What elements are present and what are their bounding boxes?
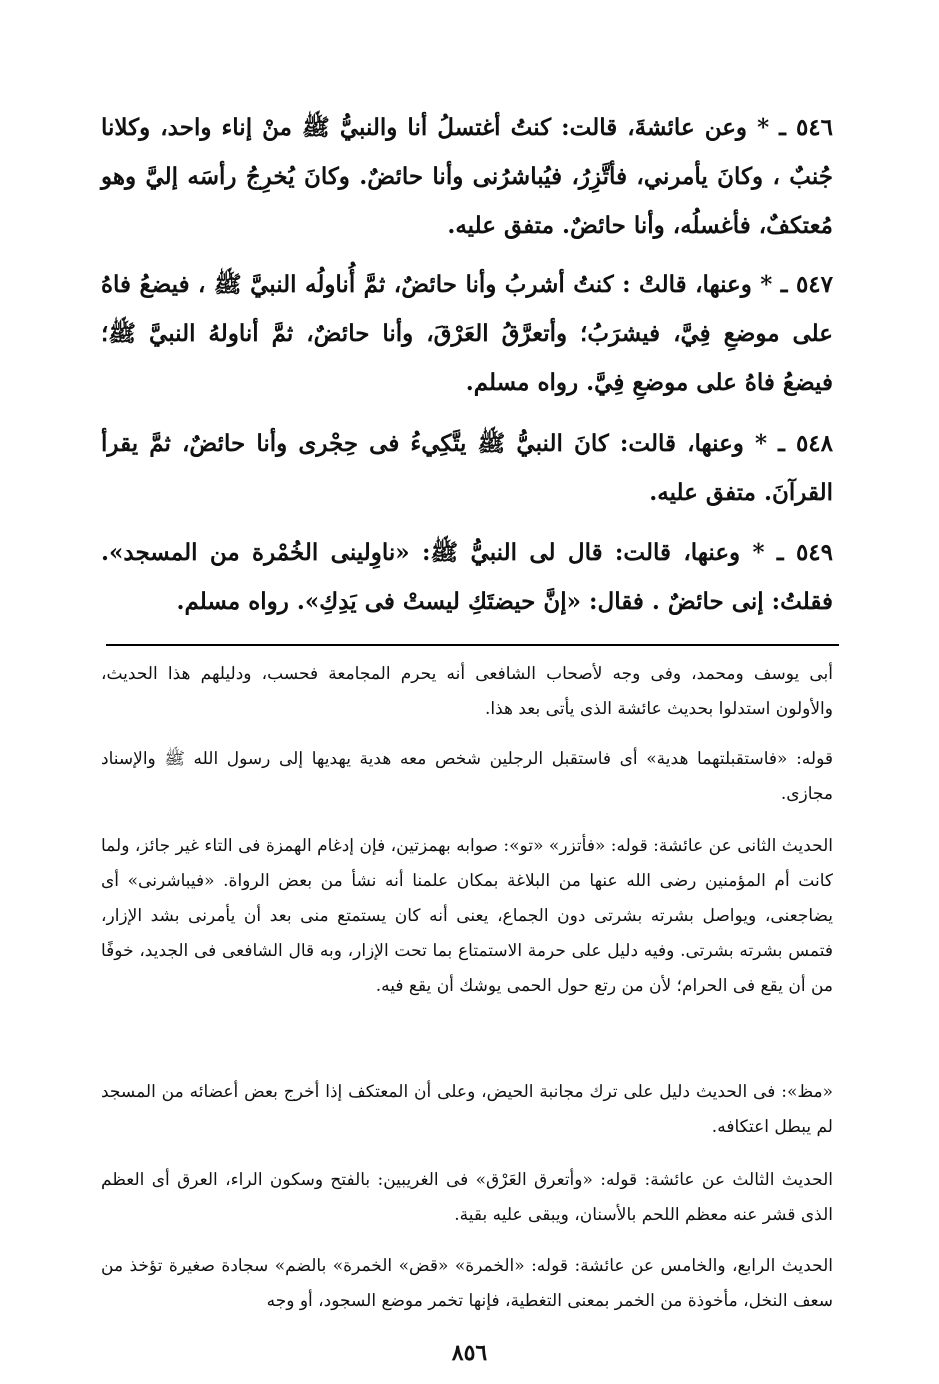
- commentary-paragraph: قوله: «فاستقبلتهما هدية» أى فاستقبل الرجلين شخص معه هدية يهديها إلى رسول الله ﷺ والإسناد مجازى.: [101, 749, 833, 804]
- footnote-divider: [106, 644, 839, 646]
- hadith-546: ٥٤٦ ـ * وعن عائشةَ، قالت: كنتُ أغتسلُ أنا والنبيُّ ﷺ منْ إناء واحد، وكلانا جُنبٌ ، وكانَ يأمرني، فأتَّزِرُ، فيُباشرُنى وأنا حائضٌ. وكانَ يُخرِجُ رأسَه إليَّ وهو مُعتكفٌ، فأغسلُه، وأنا حائضٌ. متفق عليه.: [101, 114, 833, 239]
- commentary-paragraph: «مظ»: فى الحديث دليل على ترك مجانبة الحيض، وعلى أن المعتكف إذا أخرج بعض أعضائه من المسجد لم يبطل اعتكافه.: [101, 1082, 833, 1137]
- commentary-paragraph: الحديث الرابع، والخامس عن عائشة: قوله: «الخمرة» «قض» الخمرة» بالضم» سجادة صغيرة تؤخذ من سعف النخل، مأخوذة من الخمر بمعنى التغطية، فإنها تخمر موضع السجود، أو وجه: [101, 1256, 833, 1311]
- page-number: ٨٥٦: [451, 1340, 488, 1366]
- commentary-paragraph: الحديث الثانى عن عائشة: قوله: «فأتزر» «تو»: صوابه بهمزتين، فإن إدغام الهمزة فى التاء غير جائز، ولما كانت أم المؤمنين رضى الله عنها من البلاغة بمكان علمنا أنه نشأ من بعض الرواة. «فيباشرنى» أى يضاجعنى، ويواصل بشرته بشرتى دون الجماع، يعنى أنه كان يستمتع منى بعد أن يأمرنى بشد الإزار، فتمس بشرته بشرتى. وفيه دليل على حرمة الاستمتاع بما تحت الإزار، وبه قال الشافعى فى الجديد، خوفًا من أن يقع فى الحرام؛ لأن من رتع حول الحمى يوشك أن يقع فيه.: [101, 836, 833, 996]
- hadith-549: ٥٤٩ ـ * وعنها، قالت: قال لى النبيُّ ﷺ: «ناوِلينى الخُمْرة من المسجد». فقلتُ: إنى حائضٌ . فقال: «إنَّ حيضتَكِ ليستْ فى يَدِكِ». رواه مسلم.: [101, 539, 833, 615]
- hadith-547: ٥٤٧ ـ * وعنها، قالتْ : كنتُ أشربُ وأنا حائضٌ، ثمَّ أُناولُه النبيَّ ﷺ ، فيضعُ فاهُ على موضعِ فِيَّ، فيشرَبُ؛ وأتعرَّقُ العَرْقَ، وأنا حائضٌ، ثمَّ أناولهُ النبيَّ ﷺ؛ فيضعُ فاهُ على موضعِ فِيَّ. رواه مسلم.: [101, 271, 833, 396]
- commentary-paragraph: أبى يوسف ومحمد، وفى وجه لأصحاب الشافعى أنه يحرم المجامعة فحسب، ودليلهم هذا الحديث، والأولون استدلوا بحديث عائشة الذى يأتى بعد هذا.: [101, 664, 833, 719]
- commentary-paragraph: الحديث الثالث عن عائشة: قوله: «وأتعرق العَرْق» فى الغريبين: بالفتح وسكون الراء، العرق أى العظم الذى قشر عنه معظم اللحم بالأسنان، ويبقى عليه بقية.: [101, 1170, 833, 1225]
- hadith-548: ٥٤٨ ـ * وعنها، قالت: كانَ النبيُّ ﷺ يتَّكِيءُ فى حِجْرى وأنا حائضٌ، ثمَّ يقرأ القرآنَ. متفق عليه.: [101, 430, 833, 506]
